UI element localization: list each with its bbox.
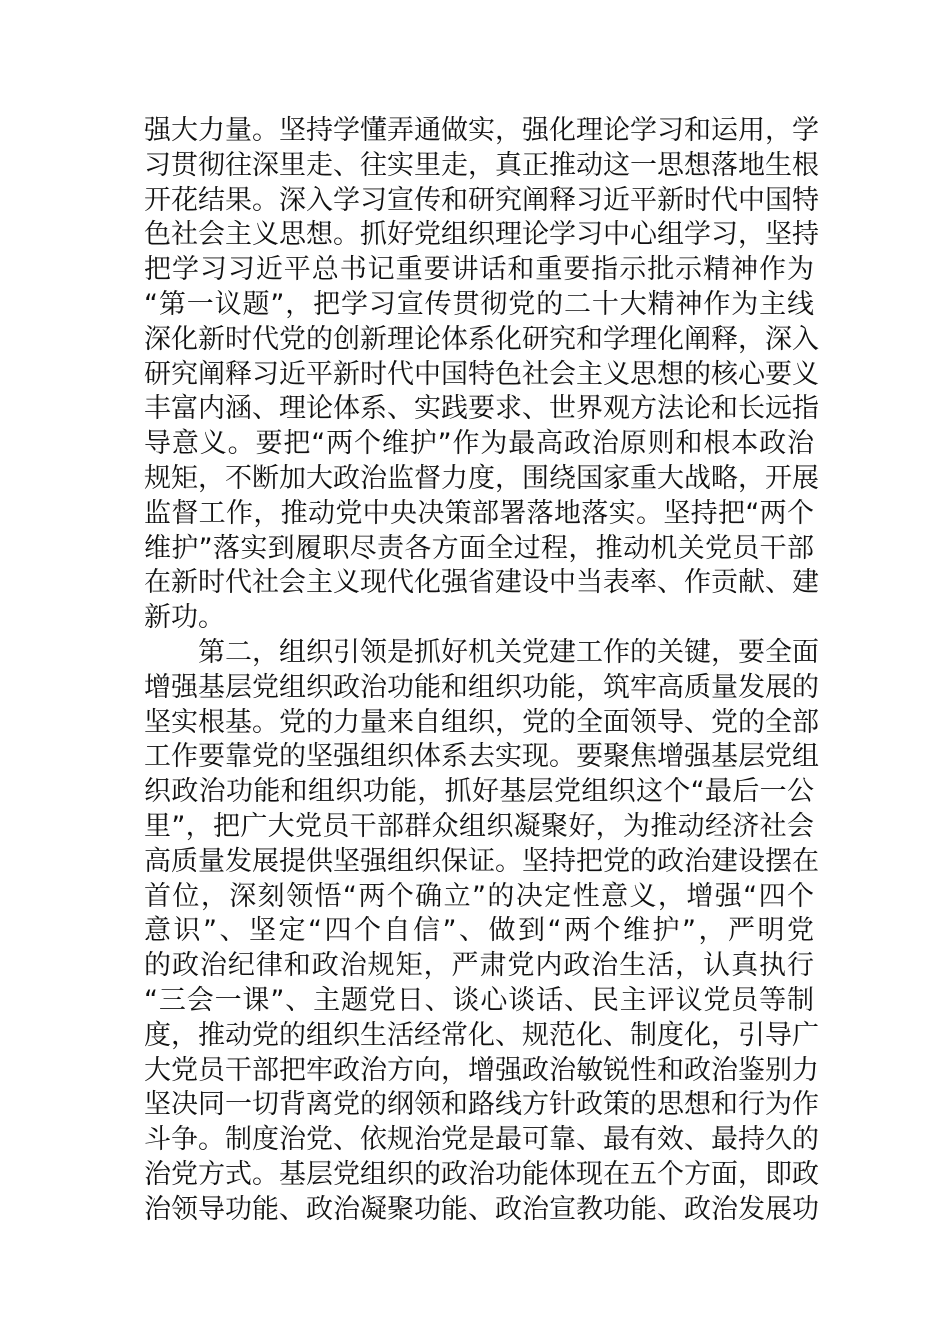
text-line-paragraph-start: 第二，组织引领是抓好机关党建工作的关键，要全面	[198, 636, 819, 668]
text-line: 高质量发展提供坚强组织保证。坚持把党的政治建设摆在	[144, 845, 819, 877]
text-line: 强大力量。坚持学懂弄通做实，强化理论学习和运用，学	[144, 115, 819, 146]
text-line: “第一议题”，把学习宣传贯彻党的二十大精神作为主线	[144, 288, 814, 320]
body-text	[144, 114, 819, 1228]
text-line: 的政治纪律和政治规矩，严肃党内政治生活，认真执行	[144, 950, 814, 982]
text-line: 研究阐释习近平新时代中国特色社会主义思想的核心要义	[144, 358, 819, 390]
text-line: 深化新时代党的创新理论体系化研究和学理化阐释，深入	[144, 323, 819, 355]
text-line: 增强基层党组织政治功能和组织功能，筑牢高质量发展的	[144, 671, 819, 703]
text-line: 意识”、坚定“四个自信”、做到“两个维护”，严明党	[144, 915, 814, 947]
text-line: 织政治功能和组织功能，抓好基层党组织这个“最后一公	[144, 776, 814, 808]
text-line: 斗争。制度治党、依规治党是最可靠、最有效、最持久的	[144, 1124, 819, 1156]
text-line: 习贯彻往深里走、往实里走，真正推动这一思想落地生根	[144, 149, 819, 181]
text-line: 里”，把广大党员干部群众组织凝聚好，为推动经济社会	[144, 810, 814, 842]
text-line: 治党方式。基层党组织的政治功能体现在五个方面，即政	[144, 1158, 819, 1190]
text-line: 治领导功能、政治凝聚功能、政治宣教功能、政治发展功	[144, 1193, 819, 1225]
text-line: 丰富内涵、理论体系、实践要求、世界观方法论和长远指	[144, 393, 819, 425]
text-line: 首位，深刻领悟“两个确立”的决定性意义，增强“四个	[144, 880, 814, 912]
text-line: “三会一课”、主题党日、谈心谈话、民主评议党员等制	[144, 984, 814, 1016]
text-line: 工作要靠党的坚强组织体系去实现。要聚焦增强基层党组	[144, 741, 819, 773]
text-line: 坚决同一切背离党的纲领和路线方针政策的思想和行为作	[144, 1089, 819, 1121]
text-line: 色社会主义思想。抓好党组织理论学习中心组学习，坚持	[144, 219, 819, 251]
text-line-paragraph-end: 新功。	[144, 602, 225, 634]
text-line: 坚实根基。党的力量来自组织，党的全面领导、党的全部	[144, 706, 819, 738]
text-line: 规矩，不断加大政治监督力度，围绕国家重大战略，开展	[144, 462, 819, 494]
text-line: 大党员干部把牢政治方向，增强政治敏锐性和政治鉴别力	[144, 1054, 819, 1086]
text-line: 在新时代社会主义现代化强省建设中当表率、作贡献、建	[144, 567, 819, 599]
text-line: 导意义。要把“两个维护”作为最高政治原则和根本政治	[144, 428, 814, 460]
text-line: 度，推动党的组织生活经常化、规范化、制度化，引导广	[144, 1019, 819, 1051]
text-line: 监督工作，推动党中央决策部署落地落实。坚持把“两个	[144, 497, 814, 529]
text-line: 把学习习近平总书记重要讲话和重要指示批示精神作为	[144, 254, 814, 286]
text-line: 维护”落实到履职尽责各方面全过程，推动机关党员干部	[144, 532, 814, 564]
text-line: 开花结果。深入学习宣传和研究阐释习近平新时代中国特	[144, 184, 819, 216]
